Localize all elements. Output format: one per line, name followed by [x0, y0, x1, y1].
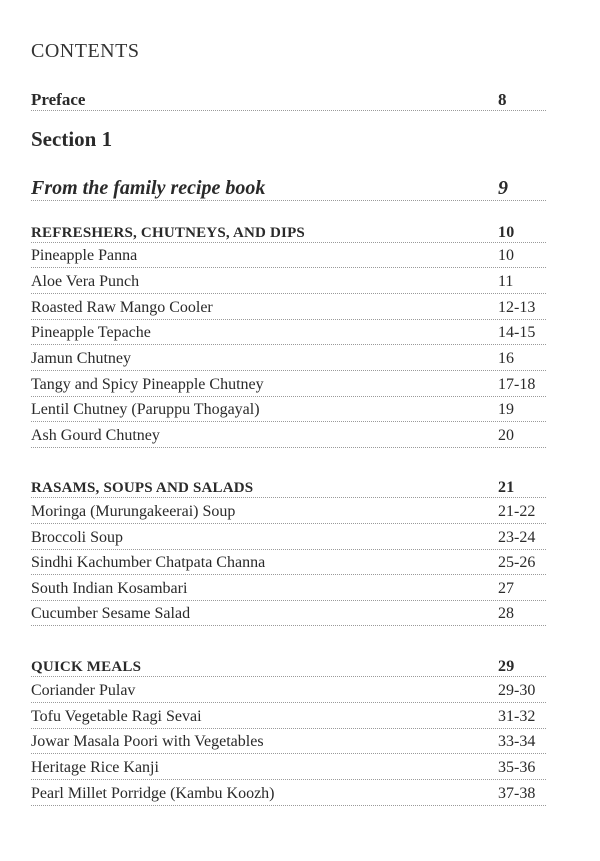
toc-title: From the family recipe book — [31, 177, 266, 199]
toc-row[interactable] — [31, 322, 546, 345]
toc-title: Cucumber Sesame Salad — [31, 605, 191, 622]
toc-category-refreshers[interactable] — [31, 220, 546, 243]
toc-page: 25-26 — [498, 554, 536, 571]
toc-category-rasams[interactable] — [31, 475, 546, 498]
toc-title: Aloe Vera Punch — [31, 273, 140, 290]
toc-page: 31-32 — [498, 708, 536, 725]
toc-title: Heritage Rice Kanji — [31, 759, 159, 776]
toc-row[interactable] — [31, 399, 546, 422]
toc-title: Lentil Chutney (Paruppu Thogayal) — [31, 401, 260, 418]
toc-page: 29-30 — [498, 682, 536, 699]
toc-row[interactable] — [31, 731, 546, 754]
section-heading: Section 1 — [31, 127, 113, 151]
toc-page: 17-18 — [498, 376, 536, 393]
toc-row[interactable] — [31, 374, 546, 397]
toc-page: 8 — [498, 90, 507, 109]
contents-title: CONTENTS — [31, 40, 140, 62]
toc-page: 10 — [498, 224, 515, 241]
toc-category-title: RASAMS, SOUPS AND SALADS — [31, 480, 254, 496]
toc-page: 16 — [498, 350, 514, 367]
toc-row[interactable] — [31, 271, 546, 294]
toc-page: 12-13 — [498, 299, 536, 316]
toc-row[interactable] — [31, 297, 546, 320]
toc-title: Pearl Millet Porridge (Kambu Koozh) — [31, 785, 275, 802]
toc-category-title: QUICK MEALS — [31, 659, 142, 675]
toc-page: 9 — [498, 177, 508, 199]
toc-page: 29 — [498, 658, 515, 675]
toc-page: 10 — [498, 247, 514, 264]
toc-row[interactable] — [31, 425, 546, 448]
toc-title: Jowar Masala Poori with Vegetables — [31, 733, 264, 750]
toc-category-title: REFRESHERS, CHUTNEYS, AND DIPS — [31, 225, 305, 241]
toc-title: Moringa (Murungakeerai) Soup — [31, 503, 236, 520]
toc-row[interactable] — [31, 527, 546, 550]
toc-row[interactable] — [31, 706, 546, 729]
toc-page: 27 — [498, 580, 514, 597]
toc-row[interactable] — [31, 783, 546, 806]
toc-title: Tofu Vegetable Ragi Sevai — [31, 708, 202, 725]
toc-row[interactable] — [31, 245, 546, 268]
toc-title: Ash Gourd Chutney — [31, 427, 160, 444]
toc-page: 21-22 — [498, 503, 536, 520]
toc-title: Sindhi Kachumber Chatpata Channa — [31, 554, 266, 571]
toc-title: Jamun Chutney — [31, 350, 131, 367]
toc-row-family-recipe-book[interactable] — [31, 170, 546, 201]
toc-row[interactable] — [31, 348, 546, 371]
toc-row[interactable] — [31, 680, 546, 703]
toc-page: 33-34 — [498, 733, 536, 750]
toc-row[interactable] — [31, 578, 546, 601]
toc-page: 35-36 — [498, 759, 536, 776]
toc-title: Roasted Raw Mango Cooler — [31, 299, 213, 316]
toc-page: 37-38 — [498, 785, 536, 802]
toc-title: Pineapple Tepache — [31, 324, 151, 341]
toc-title: South Indian Kosambari — [31, 580, 188, 597]
toc-row[interactable] — [31, 501, 546, 524]
toc-page: 20 — [498, 427, 514, 444]
toc-title: Tangy and Spicy Pineapple Chutney — [31, 376, 264, 393]
toc-row[interactable] — [31, 757, 546, 780]
toc-row-preface[interactable] — [31, 86, 546, 111]
toc-page: 19 — [498, 401, 514, 418]
toc-title: Pineapple Panna — [31, 247, 138, 264]
toc-page: 28 — [498, 605, 514, 622]
toc-row[interactable] — [31, 603, 546, 626]
toc-page: 21 — [498, 479, 515, 496]
toc-row[interactable] — [31, 552, 546, 575]
toc-category-quick-meals[interactable] — [31, 654, 546, 677]
toc-title: Preface — [31, 90, 86, 109]
toc-page: 14-15 — [498, 324, 536, 341]
toc-page: 11 — [498, 273, 514, 290]
toc-title: Broccoli Soup — [31, 529, 123, 546]
toc-page: 23-24 — [498, 529, 536, 546]
toc-title: Coriander Pulav — [31, 682, 136, 699]
